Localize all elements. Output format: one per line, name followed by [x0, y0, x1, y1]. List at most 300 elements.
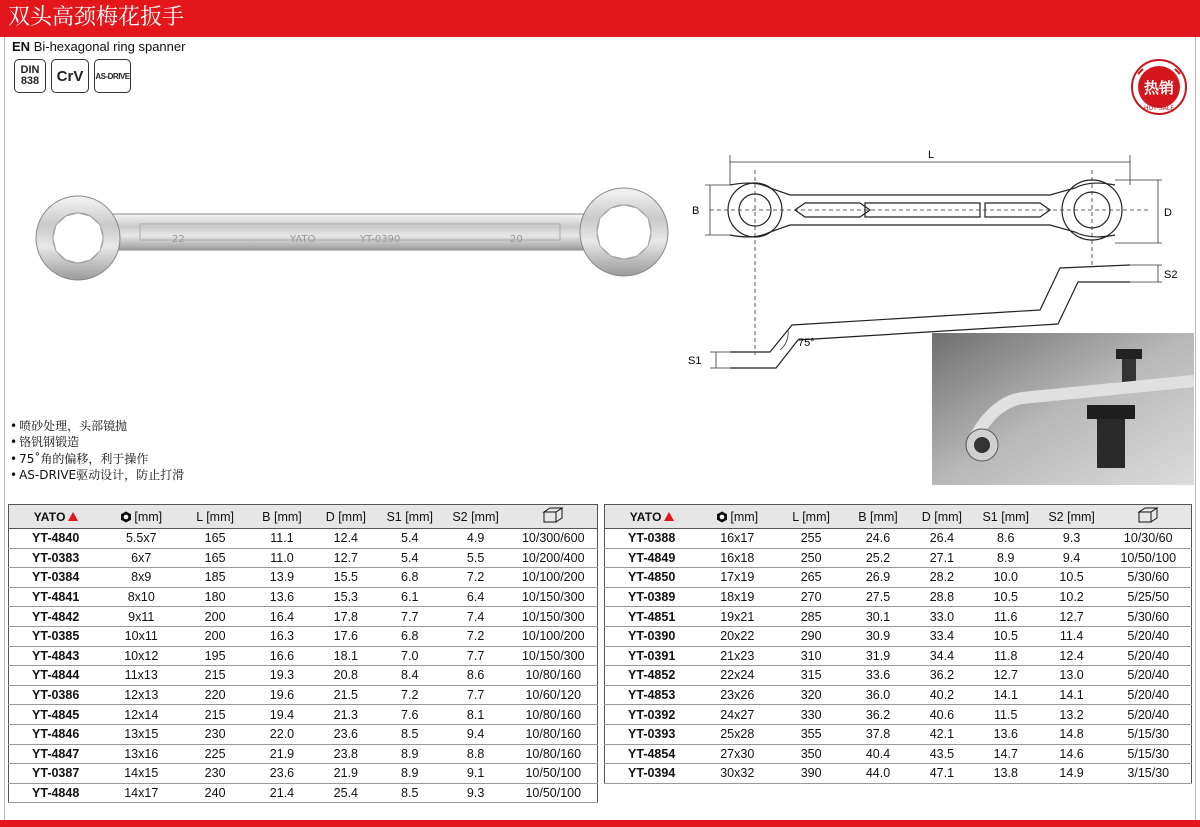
table-row	[605, 685, 1192, 705]
hot-sale-label: 热销	[1143, 79, 1175, 97]
nut-icon	[120, 511, 132, 523]
wrench-code: YT-0390	[360, 234, 401, 245]
model-code-cell: YT-4846	[9, 724, 103, 744]
pack-qty-cell: 5/30/60	[1106, 568, 1192, 588]
model-code-cell: YT-4848	[9, 783, 103, 803]
s1-dim-cell: 5.4	[378, 548, 442, 568]
wrench-image	[20, 180, 682, 290]
b-dim-cell: 19.6	[250, 685, 314, 705]
feature-item: • 铬钒钢锻造	[10, 434, 184, 450]
table-row	[605, 607, 1192, 627]
s1-dim-cell: 8.5	[378, 724, 442, 744]
table-row	[605, 705, 1192, 725]
model-code-cell: YT-0389	[605, 587, 699, 607]
pack-qty-cell: 5/15/30	[1106, 724, 1192, 744]
s1-dim-cell: 11.8	[974, 646, 1038, 666]
table-header-row	[605, 505, 1192, 529]
s2-dim-cell: 14.8	[1038, 724, 1106, 744]
pack-qty-cell: 10/200/400	[510, 548, 598, 568]
pack-qty-cell: 10/80/160	[510, 744, 598, 764]
length-cell: 270	[776, 587, 846, 607]
s2-dim-cell: 10.5	[1038, 568, 1106, 588]
size-cell: 30x32	[698, 764, 776, 784]
s1-dim-cell: 7.2	[378, 685, 442, 705]
length-cell: 230	[180, 724, 250, 744]
s1-dim-cell: 14.1	[974, 685, 1038, 705]
size-cell: 13x15	[102, 724, 180, 744]
length-cell: 215	[180, 666, 250, 686]
d-dim-cell: 34.4	[910, 646, 974, 666]
model-code-cell: YT-4849	[605, 548, 699, 568]
s2-dim-cell: 9.3	[442, 783, 510, 803]
s1-dim-cell: 11.6	[974, 607, 1038, 627]
b-dim-cell: 44.0	[846, 764, 910, 784]
s1-dim-cell: 8.9	[974, 548, 1038, 568]
d-dim-cell: 20.8	[314, 666, 378, 686]
model-code-cell: YT-4842	[9, 607, 103, 627]
b-dim-cell: 33.6	[846, 666, 910, 686]
d-header: D [mm]	[314, 505, 378, 529]
length-cell: 195	[180, 646, 250, 666]
length-cell: 220	[180, 685, 250, 705]
feature-item: • 喷砂处理，头部镜抛	[10, 418, 184, 434]
table-row	[605, 626, 1192, 646]
table-header-row	[9, 505, 598, 529]
s1-dim-cell: 10.0	[974, 568, 1038, 588]
d-dim-cell: 33.4	[910, 626, 974, 646]
b-dim-cell: 23.6	[250, 764, 314, 784]
s1-dim-cell: 12.7	[974, 666, 1038, 686]
table-row	[9, 607, 598, 627]
length-cell: 390	[776, 764, 846, 784]
s1-dim-cell: 7.0	[378, 646, 442, 666]
model-code-cell: YT-4845	[9, 705, 103, 725]
size-cell: 20x22	[698, 626, 776, 646]
d-dim-cell: 25.4	[314, 783, 378, 803]
table-row	[9, 568, 598, 588]
b-dim-cell: 36.2	[846, 705, 910, 725]
pack-qty-cell: 10/150/300	[510, 607, 598, 627]
nut-icon	[716, 511, 728, 523]
s1-dim-cell: 8.9	[378, 744, 442, 764]
brand-logo: YATO	[33, 509, 66, 524]
pack-qty-cell: 10/50/100	[510, 764, 598, 784]
b-dim-cell: 31.9	[846, 646, 910, 666]
table-row	[9, 744, 598, 764]
s2-dim-cell: 14.9	[1038, 764, 1106, 784]
table-row	[9, 705, 598, 725]
feature-list	[10, 418, 184, 483]
s2-dim-cell: 13.0	[1038, 666, 1106, 686]
s1-dim-cell: 8.5	[378, 783, 442, 803]
pack-qty-cell: 10/60/120	[510, 685, 598, 705]
b-dim-cell: 25.2	[846, 548, 910, 568]
d-dim-cell: 40.6	[910, 705, 974, 725]
b-dim-cell: 37.8	[846, 724, 910, 744]
pack-qty-cell: 10/150/300	[510, 587, 598, 607]
size-cell: 16x18	[698, 548, 776, 568]
b-header: B [mm]	[846, 505, 910, 529]
wrench-size-left: 22	[172, 234, 185, 245]
d-dim-cell: 27.1	[910, 548, 974, 568]
b-header: B [mm]	[250, 505, 314, 529]
pack-qty-cell: 10/30/60	[1106, 529, 1192, 549]
s1-dim-cell: 7.7	[378, 607, 442, 627]
model-code-cell: YT-0385	[9, 626, 103, 646]
b-dim-cell: 30.1	[846, 607, 910, 627]
b-dim-cell: 19.3	[250, 666, 314, 686]
s1-header: S1 [mm]	[974, 505, 1038, 529]
length-cell: 350	[776, 744, 846, 764]
size-header: [mm]	[698, 505, 776, 529]
length-cell: 185	[180, 568, 250, 588]
model-code-cell: YT-4840	[9, 529, 103, 549]
model-code-cell: YT-0386	[9, 685, 103, 705]
wrench-size-right: 20	[510, 234, 523, 245]
length-cell: 355	[776, 724, 846, 744]
b-dim-cell: 16.3	[250, 626, 314, 646]
s2-dim-cell: 6.4	[442, 587, 510, 607]
s1-dim-cell: 8.6	[974, 529, 1038, 549]
length-cell: 330	[776, 705, 846, 725]
size-cell: 6x7	[102, 548, 180, 568]
d-dim-cell: 36.2	[910, 666, 974, 686]
s1-dim-cell: 7.6	[378, 705, 442, 725]
b-dim-cell: 30.9	[846, 626, 910, 646]
size-cell: 17x19	[698, 568, 776, 588]
pack-qty-cell: 5/25/50	[1106, 587, 1192, 607]
length-cell: 315	[776, 666, 846, 686]
spec-table-left	[8, 504, 598, 803]
d-dim-cell: 15.5	[314, 568, 378, 588]
d-dim-cell: 15.3	[314, 587, 378, 607]
length-cell: 200	[180, 626, 250, 646]
table-row	[9, 764, 598, 784]
footer-bar	[0, 820, 1200, 827]
d-dim-cell: 47.1	[910, 764, 974, 784]
size-cell: 14x17	[102, 783, 180, 803]
size-cell: 21x23	[698, 646, 776, 666]
table-row	[9, 529, 598, 549]
usage-photo	[932, 333, 1194, 485]
table-row	[605, 548, 1192, 568]
dim-d: D	[1164, 207, 1172, 219]
d-dim-cell: 28.2	[910, 568, 974, 588]
s1-dim-cell: 6.1	[378, 587, 442, 607]
s2-dim-cell: 14.1	[1038, 685, 1106, 705]
table-row	[9, 626, 598, 646]
pack-qty-cell: 10/80/160	[510, 724, 598, 744]
size-cell: 25x28	[698, 724, 776, 744]
logo-triangle-icon	[68, 512, 78, 521]
size-cell: 9x11	[102, 607, 180, 627]
d-dim-cell: 21.9	[314, 764, 378, 784]
s1-dim-cell: 10.5	[974, 587, 1038, 607]
logo-triangle-icon	[664, 512, 674, 521]
pack-qty-cell: 10/100/200	[510, 568, 598, 588]
dim-s2: S2	[1164, 269, 1178, 281]
d-dim-cell: 18.1	[314, 646, 378, 666]
s2-dim-cell: 9.3	[1038, 529, 1106, 549]
s1-dim-cell: 6.8	[378, 568, 442, 588]
size-cell: 18x19	[698, 587, 776, 607]
pack-qty-cell: 5/20/40	[1106, 705, 1192, 725]
hot-sale-sub: HOT SALE	[1144, 105, 1174, 112]
s2-dim-cell: 14.6	[1038, 744, 1106, 764]
s2-dim-cell: 7.7	[442, 646, 510, 666]
size-cell: 10x12	[102, 646, 180, 666]
s2-dim-cell: 7.7	[442, 685, 510, 705]
model-code-cell: YT-0383	[9, 548, 103, 568]
length-cell: 255	[776, 529, 846, 549]
table-row	[605, 764, 1192, 784]
b-dim-cell: 19.4	[250, 705, 314, 725]
length-cell: 265	[776, 568, 846, 588]
dim-s1: S1	[688, 355, 702, 367]
hot-sale-seal	[1130, 58, 1188, 116]
brand-header	[9, 505, 103, 529]
l-header: L [mm]	[776, 505, 846, 529]
pack-qty-cell: 10/100/200	[510, 626, 598, 646]
s2-header: S2 [mm]	[1038, 505, 1106, 529]
size-cell: 24x27	[698, 705, 776, 725]
size-cell: 12x13	[102, 685, 180, 705]
table-row	[605, 724, 1192, 744]
pack-qty-cell: 5/20/40	[1106, 685, 1192, 705]
b-dim-cell: 36.0	[846, 685, 910, 705]
pack-qty-cell: 5/20/40	[1106, 626, 1192, 646]
length-cell: 225	[180, 744, 250, 764]
model-code-cell: YT-4853	[605, 685, 699, 705]
b-dim-cell: 16.6	[250, 646, 314, 666]
english-name: Bi-hexagonal ring spanner	[33, 39, 186, 54]
b-dim-cell: 21.9	[250, 744, 314, 764]
language-code: EN	[12, 39, 31, 54]
table-row	[9, 587, 598, 607]
length-cell: 310	[776, 646, 846, 666]
s2-header: S2 [mm]	[442, 505, 510, 529]
size-header: [mm]	[102, 505, 180, 529]
b-dim-cell: 13.6	[250, 587, 314, 607]
length-cell: 180	[180, 587, 250, 607]
size-cell: 10x11	[102, 626, 180, 646]
d-dim-cell: 33.0	[910, 607, 974, 627]
s2-dim-cell: 13.2	[1038, 705, 1106, 725]
model-code-cell: YT-0394	[605, 764, 699, 784]
model-code-cell: YT-0391	[605, 646, 699, 666]
b-dim-cell: 40.4	[846, 744, 910, 764]
s2-dim-cell: 10.2	[1038, 587, 1106, 607]
d-dim-cell: 40.2	[910, 685, 974, 705]
brand-logo: YATO	[629, 509, 662, 524]
length-cell: 215	[180, 705, 250, 725]
b-dim-cell: 21.4	[250, 783, 314, 803]
table-row	[605, 587, 1192, 607]
model-code-cell: YT-0392	[605, 705, 699, 725]
model-code-cell: YT-4843	[9, 646, 103, 666]
size-cell: 23x26	[698, 685, 776, 705]
d-dim-cell: 12.7	[314, 548, 378, 568]
s1-header: S1 [mm]	[378, 505, 442, 529]
s1-dim-cell: 13.8	[974, 764, 1038, 784]
s2-dim-cell: 5.5	[442, 548, 510, 568]
d-dim-cell: 17.6	[314, 626, 378, 646]
d-dim-cell: 12.4	[314, 529, 378, 549]
page-title: 双头高颈梅花扳手	[8, 5, 185, 30]
d-dim-cell: 21.5	[314, 685, 378, 705]
length-cell: 240	[180, 783, 250, 803]
size-cell: 12x14	[102, 705, 180, 725]
size-cell: 27x30	[698, 744, 776, 764]
brand-header	[605, 505, 699, 529]
pack-qty-cell: 10/300/600	[510, 529, 598, 549]
pack-header	[1106, 505, 1192, 529]
model-code-cell: YT-0390	[605, 626, 699, 646]
table-row	[605, 666, 1192, 686]
s2-dim-cell: 9.1	[442, 764, 510, 784]
spec-table-right	[604, 504, 1192, 784]
pack-qty-cell: 5/20/40	[1106, 666, 1192, 686]
d-dim-cell: 26.4	[910, 529, 974, 549]
model-code-cell: YT-0387	[9, 764, 103, 784]
length-cell: 230	[180, 764, 250, 784]
pack-qty-cell: 10/50/100	[510, 783, 598, 803]
pack-qty-cell: 10/80/160	[510, 705, 598, 725]
table-row	[605, 568, 1192, 588]
s2-dim-cell: 12.4	[1038, 646, 1106, 666]
pack-qty-cell: 10/150/300	[510, 646, 598, 666]
s1-dim-cell: 8.4	[378, 666, 442, 686]
d-dim-cell: 42.1	[910, 724, 974, 744]
model-code-cell: YT-4841	[9, 587, 103, 607]
model-code-cell: YT-4850	[605, 568, 699, 588]
l-header: L [mm]	[180, 505, 250, 529]
s2-dim-cell: 7.2	[442, 568, 510, 588]
b-dim-cell: 11.1	[250, 529, 314, 549]
table-row	[9, 548, 598, 568]
s2-dim-cell: 9.4	[1038, 548, 1106, 568]
size-cell: 22x24	[698, 666, 776, 686]
as-drive-badge: AS-DRIVE	[94, 59, 131, 93]
model-code-cell: YT-0384	[9, 568, 103, 588]
size-cell: 16x17	[698, 529, 776, 549]
b-dim-cell: 26.9	[846, 568, 910, 588]
pack-qty-cell: 10/50/100	[1106, 548, 1192, 568]
s1-dim-cell: 10.5	[974, 626, 1038, 646]
length-cell: 200	[180, 607, 250, 627]
model-code-cell: YT-0393	[605, 724, 699, 744]
size-cell: 11x13	[102, 666, 180, 686]
length-cell: 320	[776, 685, 846, 705]
box-icon	[1137, 507, 1159, 523]
b-dim-cell: 11.0	[250, 548, 314, 568]
dim-l: L	[928, 149, 935, 161]
b-dim-cell: 22.0	[250, 724, 314, 744]
wrench-brand: YATO	[290, 234, 316, 245]
pack-qty-cell: 3/15/30	[1106, 764, 1192, 784]
din-badge: DIN 838	[14, 59, 46, 93]
angle-label: 75°	[798, 337, 815, 349]
crv-badge: CrV	[51, 59, 89, 93]
model-code-cell: YT-4854	[605, 744, 699, 764]
s2-dim-cell: 7.4	[442, 607, 510, 627]
feature-item: • AS-DRIVE驱动设计，防止打滑	[10, 467, 184, 483]
model-code-cell: YT-4851	[605, 607, 699, 627]
s1-dim-cell: 8.9	[378, 764, 442, 784]
table-row	[9, 724, 598, 744]
size-cell: 8x10	[102, 587, 180, 607]
box-icon	[542, 507, 564, 523]
b-dim-cell: 27.5	[846, 587, 910, 607]
size-cell: 13x16	[102, 744, 180, 764]
model-code-cell: YT-4844	[9, 666, 103, 686]
s2-dim-cell: 12.7	[1038, 607, 1106, 627]
pack-qty-cell: 5/20/40	[1106, 646, 1192, 666]
d-header: D [mm]	[910, 505, 974, 529]
pack-qty-cell: 10/80/160	[510, 666, 598, 686]
length-cell: 165	[180, 529, 250, 549]
s2-dim-cell: 8.6	[442, 666, 510, 686]
s2-dim-cell: 4.9	[442, 529, 510, 549]
length-cell: 290	[776, 626, 846, 646]
s2-dim-cell: 9.4	[442, 724, 510, 744]
model-code-cell: YT-4852	[605, 666, 699, 686]
s2-dim-cell: 8.1	[442, 705, 510, 725]
b-dim-cell: 16.4	[250, 607, 314, 627]
table-row	[605, 744, 1192, 764]
d-dim-cell: 21.3	[314, 705, 378, 725]
header-bar	[0, 0, 1200, 37]
s2-dim-cell: 7.2	[442, 626, 510, 646]
b-dim-cell: 13.9	[250, 568, 314, 588]
b-dim-cell: 24.6	[846, 529, 910, 549]
table-row	[605, 646, 1192, 666]
model-code-cell: YT-4847	[9, 744, 103, 764]
length-cell: 250	[776, 548, 846, 568]
pack-qty-cell: 5/30/60	[1106, 607, 1192, 627]
s1-dim-cell: 5.4	[378, 529, 442, 549]
d-dim-cell: 17.8	[314, 607, 378, 627]
d-dim-cell: 23.8	[314, 744, 378, 764]
pack-header	[510, 505, 598, 529]
length-cell: 285	[776, 607, 846, 627]
table-row	[605, 529, 1192, 549]
size-cell: 14x15	[102, 764, 180, 784]
model-code-cell: YT-0388	[605, 529, 699, 549]
d-dim-cell: 28.8	[910, 587, 974, 607]
pack-qty-cell: 5/15/30	[1106, 744, 1192, 764]
length-cell: 165	[180, 548, 250, 568]
table-row	[9, 666, 598, 686]
d-dim-cell: 23.6	[314, 724, 378, 744]
s1-dim-cell: 14.7	[974, 744, 1038, 764]
english-subtitle	[12, 39, 185, 54]
size-cell: 5.5x7	[102, 529, 180, 549]
s2-dim-cell: 11.4	[1038, 626, 1106, 646]
size-cell: 19x21	[698, 607, 776, 627]
d-dim-cell: 43.5	[910, 744, 974, 764]
dim-b: B	[692, 205, 700, 217]
size-cell: 8x9	[102, 568, 180, 588]
s1-dim-cell: 11.5	[974, 705, 1038, 725]
s2-dim-cell: 8.8	[442, 744, 510, 764]
s1-dim-cell: 6.8	[378, 626, 442, 646]
table-row	[9, 685, 598, 705]
table-row	[9, 646, 598, 666]
s1-dim-cell: 13.6	[974, 724, 1038, 744]
table-row	[9, 783, 598, 803]
feature-item: • 75˚角的偏移，利于操作	[10, 451, 184, 467]
